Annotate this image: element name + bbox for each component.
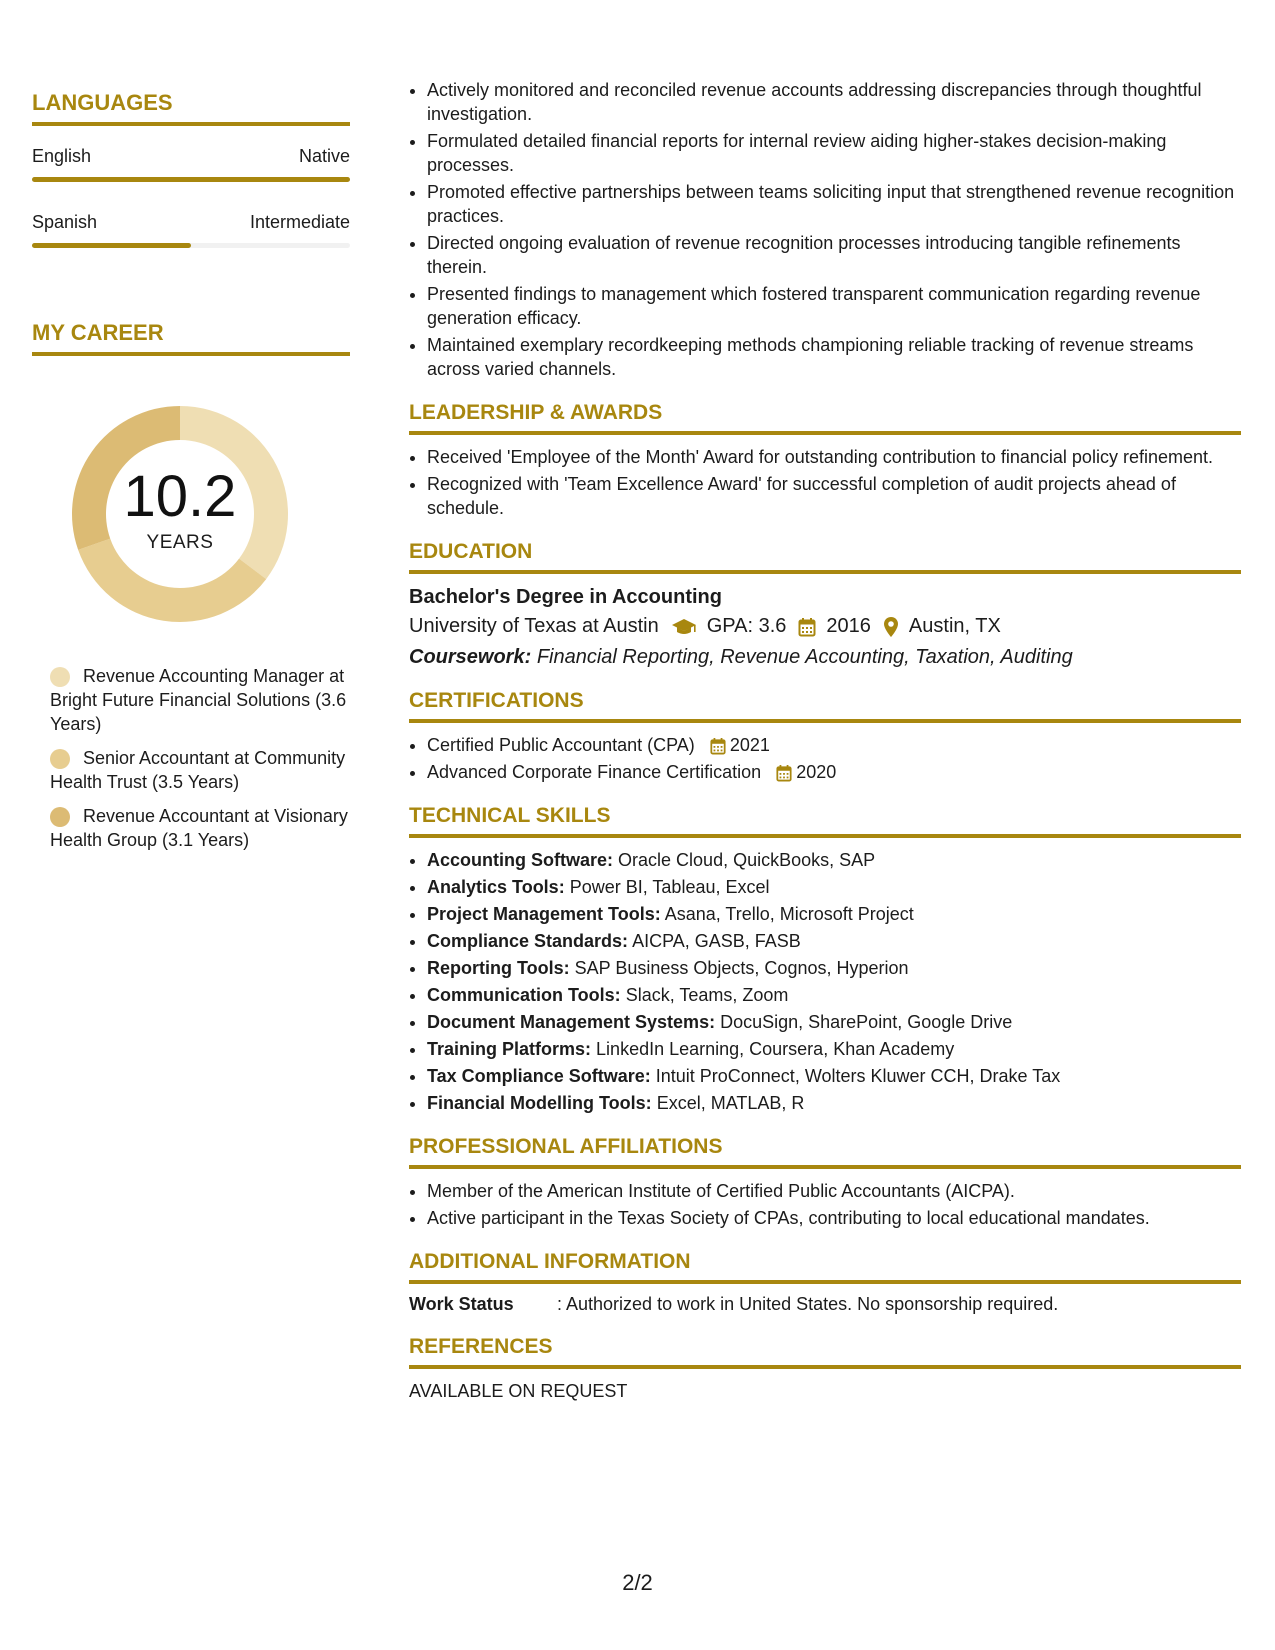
career-job-label: Revenue Accountant at Visionary Health Group (3.1 Years) bbox=[50, 806, 348, 850]
skill-item bbox=[427, 1037, 1241, 1061]
career-job-label: Revenue Accounting Manager at Bright Future Financial Solutions (3.6 Years) bbox=[50, 666, 347, 734]
affiliations-section bbox=[409, 1135, 1241, 1230]
language-level-fill bbox=[32, 177, 350, 182]
calendar-icon bbox=[710, 737, 726, 755]
coursework-label: Coursework: bbox=[409, 646, 532, 668]
calendar-icon bbox=[798, 617, 816, 637]
experience-bullet: • Promoted effective partnerships between teams soliciting input that strengthened revenue recognition practices. bbox=[427, 180, 1241, 228]
skill-label: Accounting Software: bbox=[427, 850, 614, 870]
experience-bullet: • Actively monitored and reconciled revenue accounts addressing discrepancies through thoughtful investigation. bbox=[427, 78, 1241, 126]
experience-bullet: • Formulated detailed financial reports for internal review aiding higher-stakes decision-making processes. bbox=[427, 129, 1241, 177]
work-status-label: Work Status bbox=[409, 1294, 514, 1314]
work-status-value: : Authorized to work in United States. No sponsorship required. bbox=[557, 1294, 1059, 1314]
skill-label: Reporting Tools: bbox=[427, 958, 570, 978]
skills-section bbox=[409, 804, 1241, 1115]
career-legend-item bbox=[50, 664, 350, 736]
sidebar bbox=[32, 90, 350, 862]
language-name: Spanish bbox=[32, 212, 98, 232]
education-location: Austin, TX bbox=[908, 615, 1001, 637]
career-legend bbox=[50, 664, 350, 852]
language-name: English bbox=[32, 146, 92, 166]
career-donut-chart bbox=[66, 400, 294, 628]
affiliation-bullet: • Member of the American Institute of Certified Public Accountants (AICPA). bbox=[427, 1179, 1241, 1203]
main-content bbox=[409, 78, 1241, 1402]
graduation-cap-icon bbox=[671, 617, 697, 637]
legend-dot bbox=[50, 749, 70, 769]
skill-item bbox=[427, 983, 1241, 1007]
certification-name: Certified Public Accountant (CPA) bbox=[427, 735, 695, 755]
career-years-unit: YEARS bbox=[146, 532, 214, 553]
additional-section bbox=[409, 1250, 1241, 1315]
certification-year: 2021 bbox=[729, 735, 770, 755]
education-gpa: GPA: 3.6 bbox=[706, 615, 787, 637]
experience-bullets bbox=[409, 78, 1241, 381]
experience-bullet: • Presented findings to management which fostered transparent communication regarding revenue generation efficacy. bbox=[427, 282, 1241, 330]
certification-name: Advanced Corporate Finance Certification bbox=[427, 762, 762, 782]
leadership-section bbox=[409, 401, 1241, 520]
certification-item bbox=[427, 733, 1241, 757]
education-section bbox=[409, 540, 1241, 669]
affiliations-title: PROFESSIONAL AFFILIATIONS bbox=[409, 1135, 1241, 1169]
languages-title: LANGUAGES bbox=[32, 90, 350, 126]
education-degree: Bachelor's Degree in Accounting bbox=[409, 586, 722, 608]
experience-bullet: • Maintained exemplary recordkeeping methods championing reliable tracking of revenue streams across varied channels. bbox=[427, 333, 1241, 381]
language-item bbox=[32, 146, 350, 182]
skill-value: AICPA, GASB, FASB bbox=[632, 931, 801, 951]
skill-label: Training Platforms: bbox=[427, 1039, 592, 1059]
additional-title: ADDITIONAL INFORMATION bbox=[409, 1250, 1241, 1284]
language-level: Intermediate bbox=[249, 212, 350, 232]
skill-item bbox=[427, 902, 1241, 926]
skill-value: SAP Business Objects, Cognos, Hyperion bbox=[574, 958, 909, 978]
leadership-title: LEADERSHIP & AWARDS bbox=[409, 401, 1241, 435]
language-level-bar bbox=[32, 177, 350, 182]
legend-dot bbox=[50, 807, 70, 827]
skill-value: Excel, MATLAB, R bbox=[656, 1093, 805, 1113]
skill-item bbox=[427, 875, 1241, 899]
skill-item bbox=[427, 848, 1241, 872]
skill-label: Communication Tools: bbox=[427, 985, 621, 1005]
leadership-bullet: • Recognized with 'Team Excellence Award' for successful completion of audit projects ahead of schedule. bbox=[427, 472, 1241, 520]
skill-item bbox=[427, 1091, 1241, 1115]
certification-year: 2020 bbox=[796, 762, 837, 782]
career-job-label: Senior Accountant at Community Health Trust (3.5 Years) bbox=[50, 748, 346, 792]
skill-value: DocuSign, SharePoint, Google Drive bbox=[720, 1012, 1013, 1032]
references-section bbox=[409, 1335, 1241, 1402]
language-item bbox=[32, 212, 350, 248]
education-year: 2016 bbox=[826, 615, 871, 637]
leadership-bullet: • Received 'Employee of the Month' Award for outstanding contribution to financial policy refinement. bbox=[427, 445, 1241, 469]
skill-label: Tax Compliance Software: bbox=[427, 1066, 651, 1086]
skill-item bbox=[427, 1064, 1241, 1088]
education-school: University of Texas at Austin bbox=[409, 615, 659, 637]
skill-label: Document Management Systems: bbox=[427, 1012, 716, 1032]
skill-label: Project Management Tools: bbox=[427, 904, 661, 924]
education-details bbox=[409, 615, 1241, 638]
education-coursework bbox=[409, 646, 1241, 669]
page-number: 2/2 bbox=[622, 1570, 653, 1595]
education-title: EDUCATION bbox=[409, 540, 1241, 574]
skill-value: Asana, Trello, Microsoft Project bbox=[664, 904, 914, 924]
references-title: REFERENCES bbox=[409, 1335, 1241, 1369]
skill-item bbox=[427, 956, 1241, 980]
calendar-icon bbox=[776, 764, 792, 782]
certifications-title: CERTIFICATIONS bbox=[409, 689, 1241, 723]
language-level-fill bbox=[32, 243, 191, 248]
skills-title: TECHNICAL SKILLS bbox=[409, 804, 1241, 838]
affiliation-bullet: • Active participant in the Texas Society of CPAs, contributing to local educational mandates. bbox=[427, 1206, 1241, 1230]
skill-value: LinkedIn Learning, Coursera, Khan Academy bbox=[596, 1039, 955, 1059]
career-total-years: 10.2 bbox=[123, 464, 237, 529]
certifications-section bbox=[409, 689, 1241, 784]
map-pin-icon bbox=[883, 616, 899, 638]
certification-item bbox=[427, 760, 1241, 784]
skill-label: Analytics Tools: bbox=[427, 877, 565, 897]
skill-label: Compliance Standards: bbox=[427, 931, 629, 951]
references-text: AVAILABLE ON REQUEST bbox=[409, 1381, 628, 1401]
legend-dot bbox=[50, 667, 70, 687]
skill-value: Power BI, Tableau, Excel bbox=[569, 877, 770, 897]
skill-value: Oracle Cloud, QuickBooks, SAP bbox=[618, 850, 876, 870]
skill-label: Financial Modelling Tools: bbox=[427, 1093, 652, 1113]
language-level-bar bbox=[32, 243, 350, 248]
language-level: Native bbox=[298, 146, 350, 166]
skill-item bbox=[427, 1010, 1241, 1034]
experience-bullet: • Directed ongoing evaluation of revenue recognition processes introducing tangible refinements therein. bbox=[427, 231, 1241, 279]
career-title: MY CAREER bbox=[32, 320, 350, 356]
skill-item bbox=[427, 929, 1241, 953]
career-legend-item bbox=[50, 746, 350, 794]
career-legend-item bbox=[50, 804, 350, 852]
skill-value: Intuit ProConnect, Wolters Kluwer CCH, Drake Tax bbox=[655, 1066, 1061, 1086]
skill-value: Slack, Teams, Zoom bbox=[625, 985, 789, 1005]
coursework-list: Financial Reporting, Revenue Accounting, Taxation, Auditing bbox=[536, 646, 1073, 668]
